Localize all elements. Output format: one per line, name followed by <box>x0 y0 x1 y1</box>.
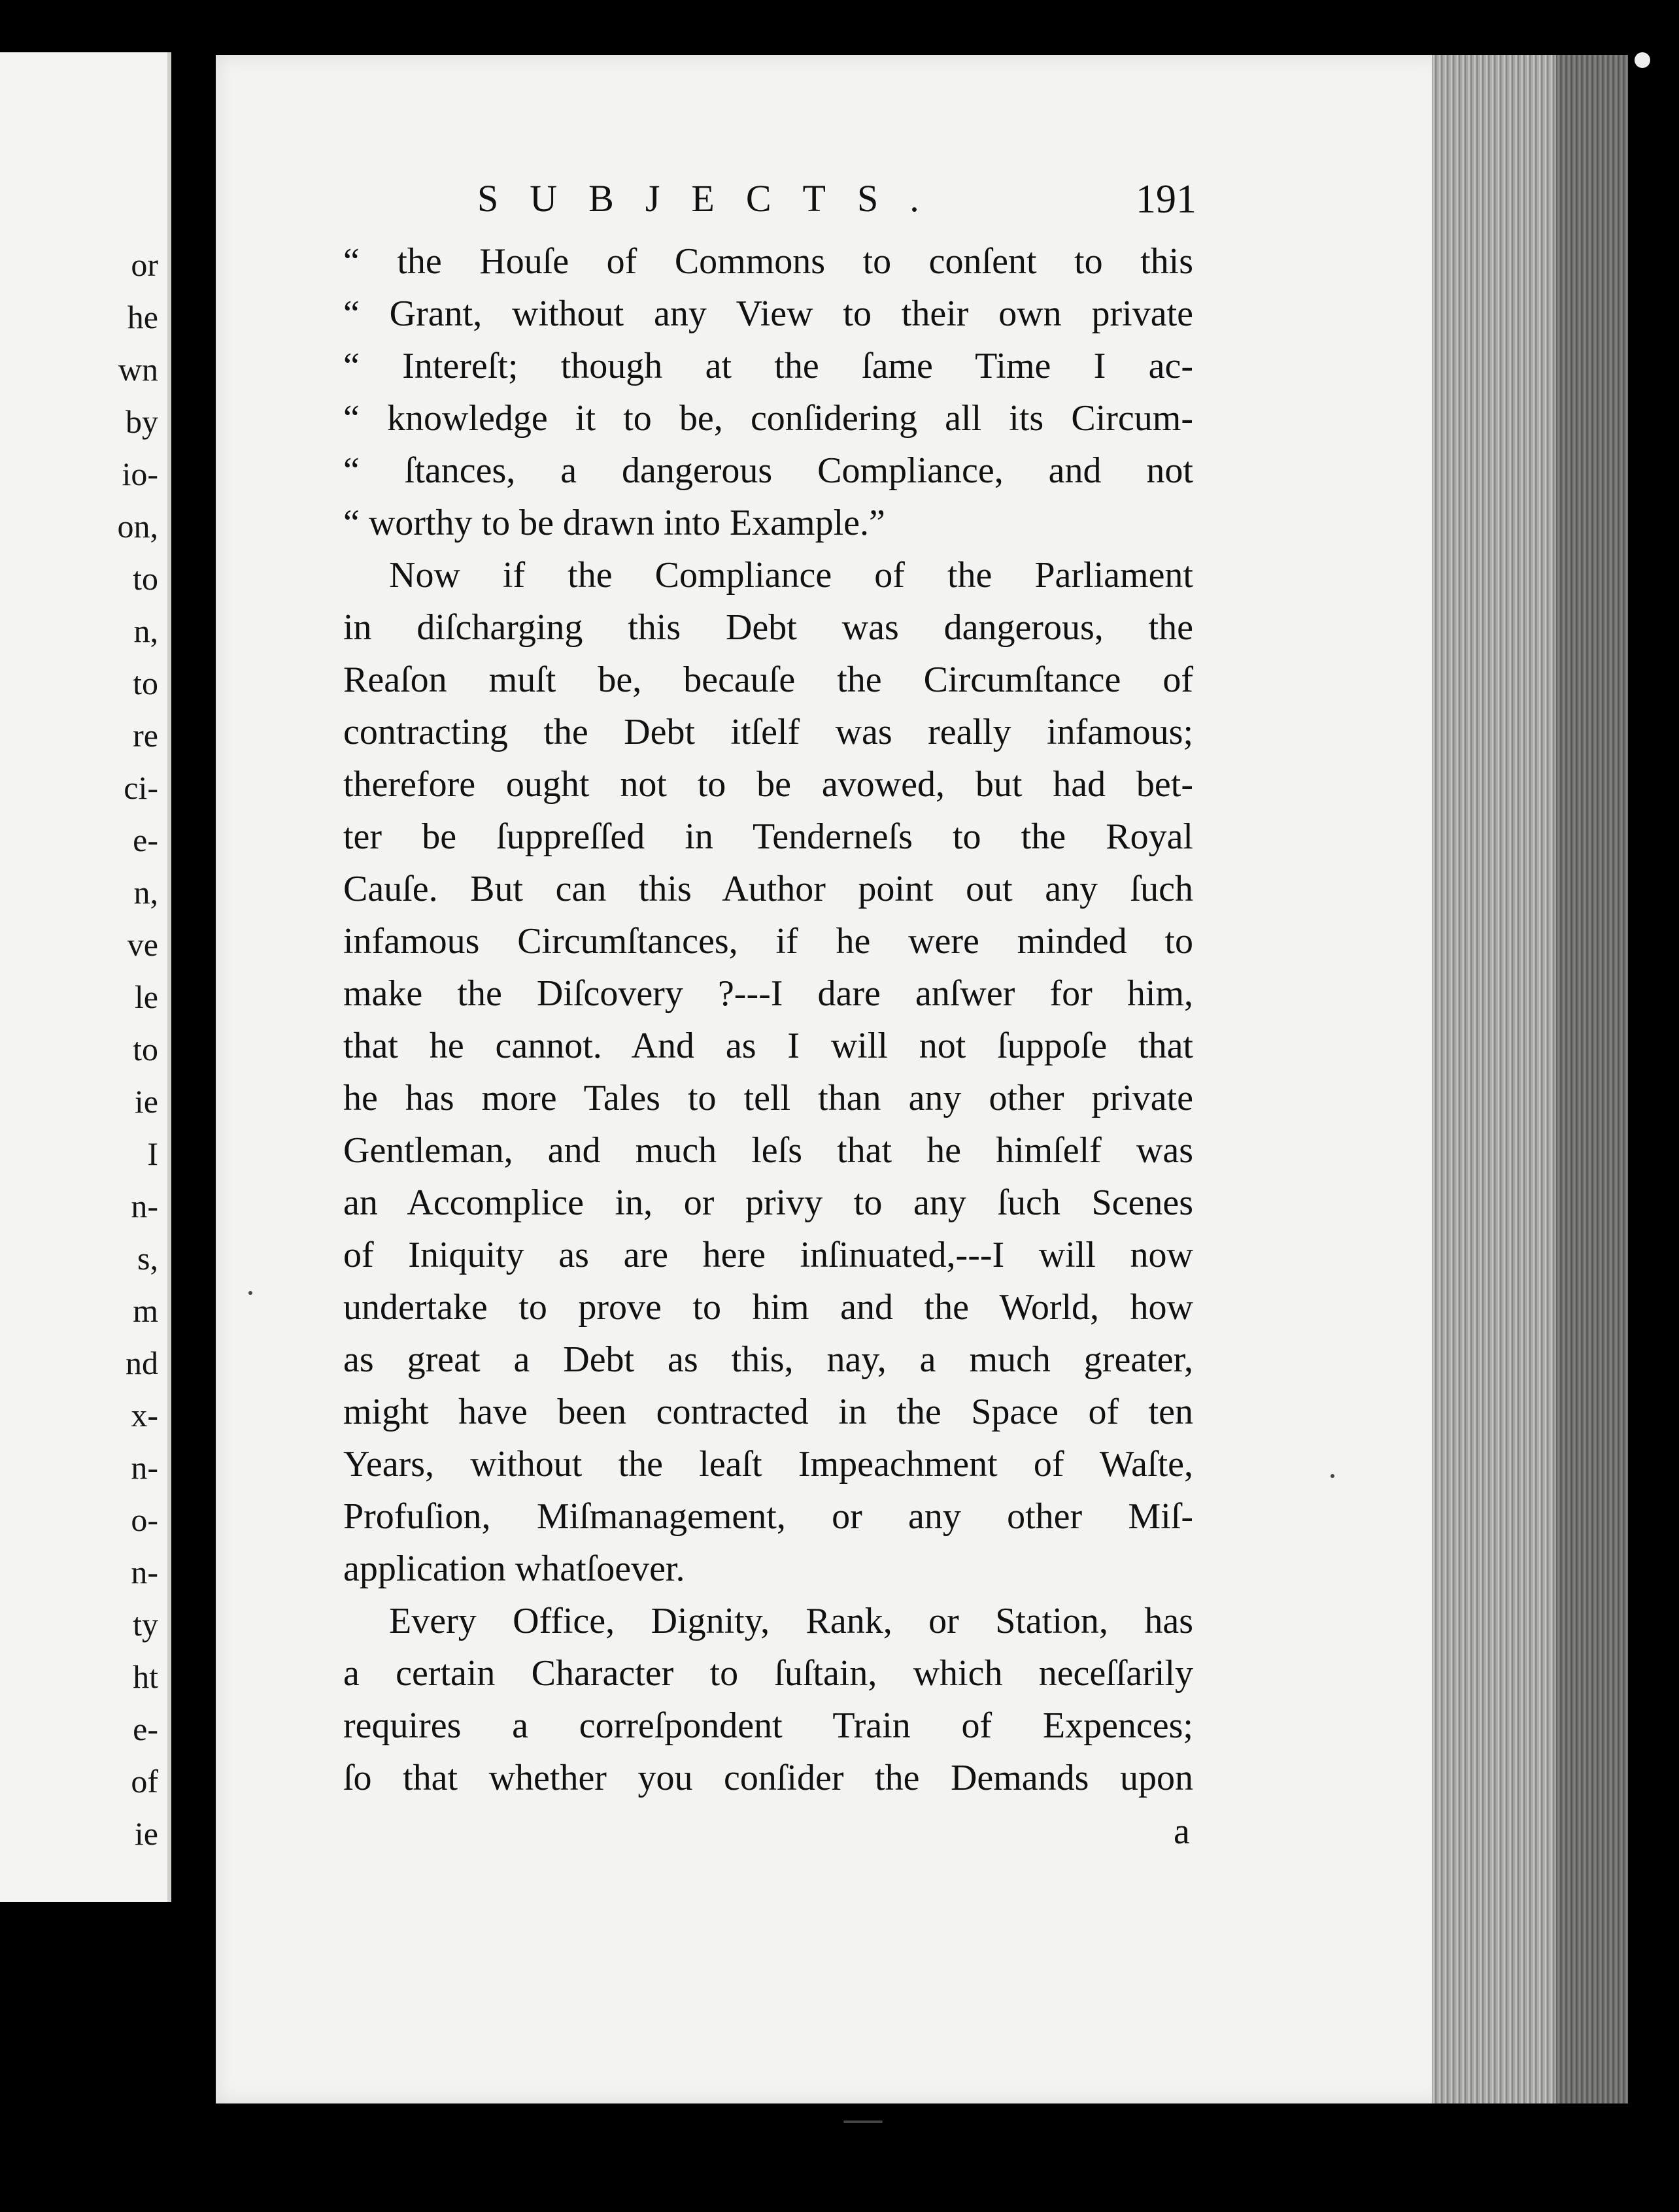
running-head: SUBJECTS. <box>477 177 951 220</box>
text-line: “ Grant, without any View to their own private <box>343 293 1193 334</box>
left-page-fragment: he <box>127 299 158 335</box>
text-line: in diſcharging this Debt was dangerous, the <box>343 607 1193 648</box>
text-line: Reaſon muſt be, becauſe the Circumſtance of <box>343 660 1193 700</box>
text-line: therefore ought not to be avowed, but had bet- <box>343 764 1193 805</box>
left-page-fragment: n, <box>133 874 158 911</box>
page-edges-shadow <box>1556 55 1628 2103</box>
left-page-fragment: e- <box>133 822 158 858</box>
left-page-fragment: s, <box>137 1240 158 1277</box>
text-line: as great a Debt as this, nay, a much greater, <box>343 1339 1193 1380</box>
text-line: “ worthy to be drawn into Example.” <box>343 503 885 543</box>
text-line: of Iniquity as are here inſinuated,---I will now <box>343 1235 1193 1275</box>
left-page-fragment: ie <box>134 1815 158 1852</box>
left-page-fragment: o- <box>131 1501 158 1538</box>
left-page-fragment: n- <box>131 1554 158 1590</box>
text-line: undertake to prove to him and the World, how <box>343 1287 1193 1328</box>
text-line: might have been contracted in the Space of ten <box>343 1392 1193 1432</box>
text-line: “ the Houſe of Commons to conſent to this <box>343 241 1193 282</box>
left-facing-page <box>0 52 171 1902</box>
text-line: Profuſion, Miſmanagement, or any other Miſ- <box>343 1496 1193 1537</box>
text-line: “ Intereſt; though at the ſame Time I ac- <box>343 346 1193 386</box>
left-page-fragment: wn <box>118 351 158 388</box>
text-line: “ knowledge it to be, conſidering all its Circum- <box>343 398 1193 439</box>
page-number: 191 <box>1136 177 1196 222</box>
left-page-fragment: ty <box>133 1606 158 1643</box>
text-line: he has more Tales to tell than any other private <box>343 1078 1193 1118</box>
left-page-fragment: ht <box>133 1658 158 1695</box>
left-page-fragment: ie <box>134 1083 158 1120</box>
left-page-fragment: n- <box>131 1188 158 1224</box>
page-header <box>477 176 1196 229</box>
ink-speck <box>1635 52 1650 68</box>
text-line: application whatſoever. <box>343 1549 685 1589</box>
text-line: Every Office, Dignity, Rank, or Station, has <box>389 1601 1193 1641</box>
text-line: Now if the Compliance of the Parliament <box>389 555 1193 595</box>
text-line: make the Diſcovery ?---I dare anſwer for him, <box>343 973 1193 1014</box>
left-page-fragment: n, <box>133 612 158 649</box>
ink-speck <box>248 1291 252 1295</box>
left-page-fragment: to <box>133 1031 158 1067</box>
body-text <box>343 235 1193 1804</box>
left-page-fragment: e- <box>133 1711 158 1747</box>
text-line: Years, without the leaſt Impeachment of Waſte, <box>343 1444 1193 1484</box>
ink-speck <box>1331 1474 1334 1478</box>
left-page-fragment: re <box>133 717 158 754</box>
left-page-fragment: ve <box>127 926 158 963</box>
left-page-fragment: on, <box>117 508 158 545</box>
text-line: ſo that whether you conſider the Demands upon <box>343 1758 1193 1798</box>
catchword: a <box>1174 1811 1190 1852</box>
left-page-fragment: io- <box>122 456 158 492</box>
left-page-fragment: m <box>133 1292 158 1329</box>
text-line: contracting the Debt itſelf was really infamous; <box>343 712 1193 752</box>
left-page-fragment: by <box>126 403 158 440</box>
left-page-fragment: I <box>147 1135 158 1172</box>
text-line: Cauſe. But can this Author point out any ſuch <box>343 869 1193 909</box>
left-page-fragment: nd <box>126 1345 158 1381</box>
left-page-fragment: to <box>133 560 158 597</box>
left-page-fragment: ci- <box>124 769 158 806</box>
left-page-fragment: or <box>131 246 158 283</box>
text-line: that he cannot. And as I will not ſuppoſe that <box>343 1026 1193 1066</box>
left-page-fragment: x- <box>131 1397 158 1433</box>
text-line: requires a correſpondent Train of Expences; <box>343 1705 1193 1746</box>
left-page-fragment: of <box>131 1763 158 1800</box>
text-line: a certain Character to ſuſtain, which neceſſarily <box>343 1653 1193 1694</box>
left-page-fragment: le <box>134 979 158 1015</box>
text-line: ter be ſuppreſſed in Tenderneſs to the Royal <box>343 816 1193 857</box>
text-line: Gentleman, and much leſs that he himſelf was <box>343 1130 1193 1171</box>
text-line: infamous Circumſtances, if he were minded to <box>343 921 1193 962</box>
text-line: an Accomplice in, or privy to any ſuch Scenes <box>343 1182 1193 1223</box>
left-page-fragment: to <box>133 665 158 701</box>
ink-speck <box>843 2120 883 2123</box>
text-line: “ ſtances, a dangerous Compliance, and not <box>343 450 1193 491</box>
left-page-fragment: n- <box>131 1449 158 1486</box>
